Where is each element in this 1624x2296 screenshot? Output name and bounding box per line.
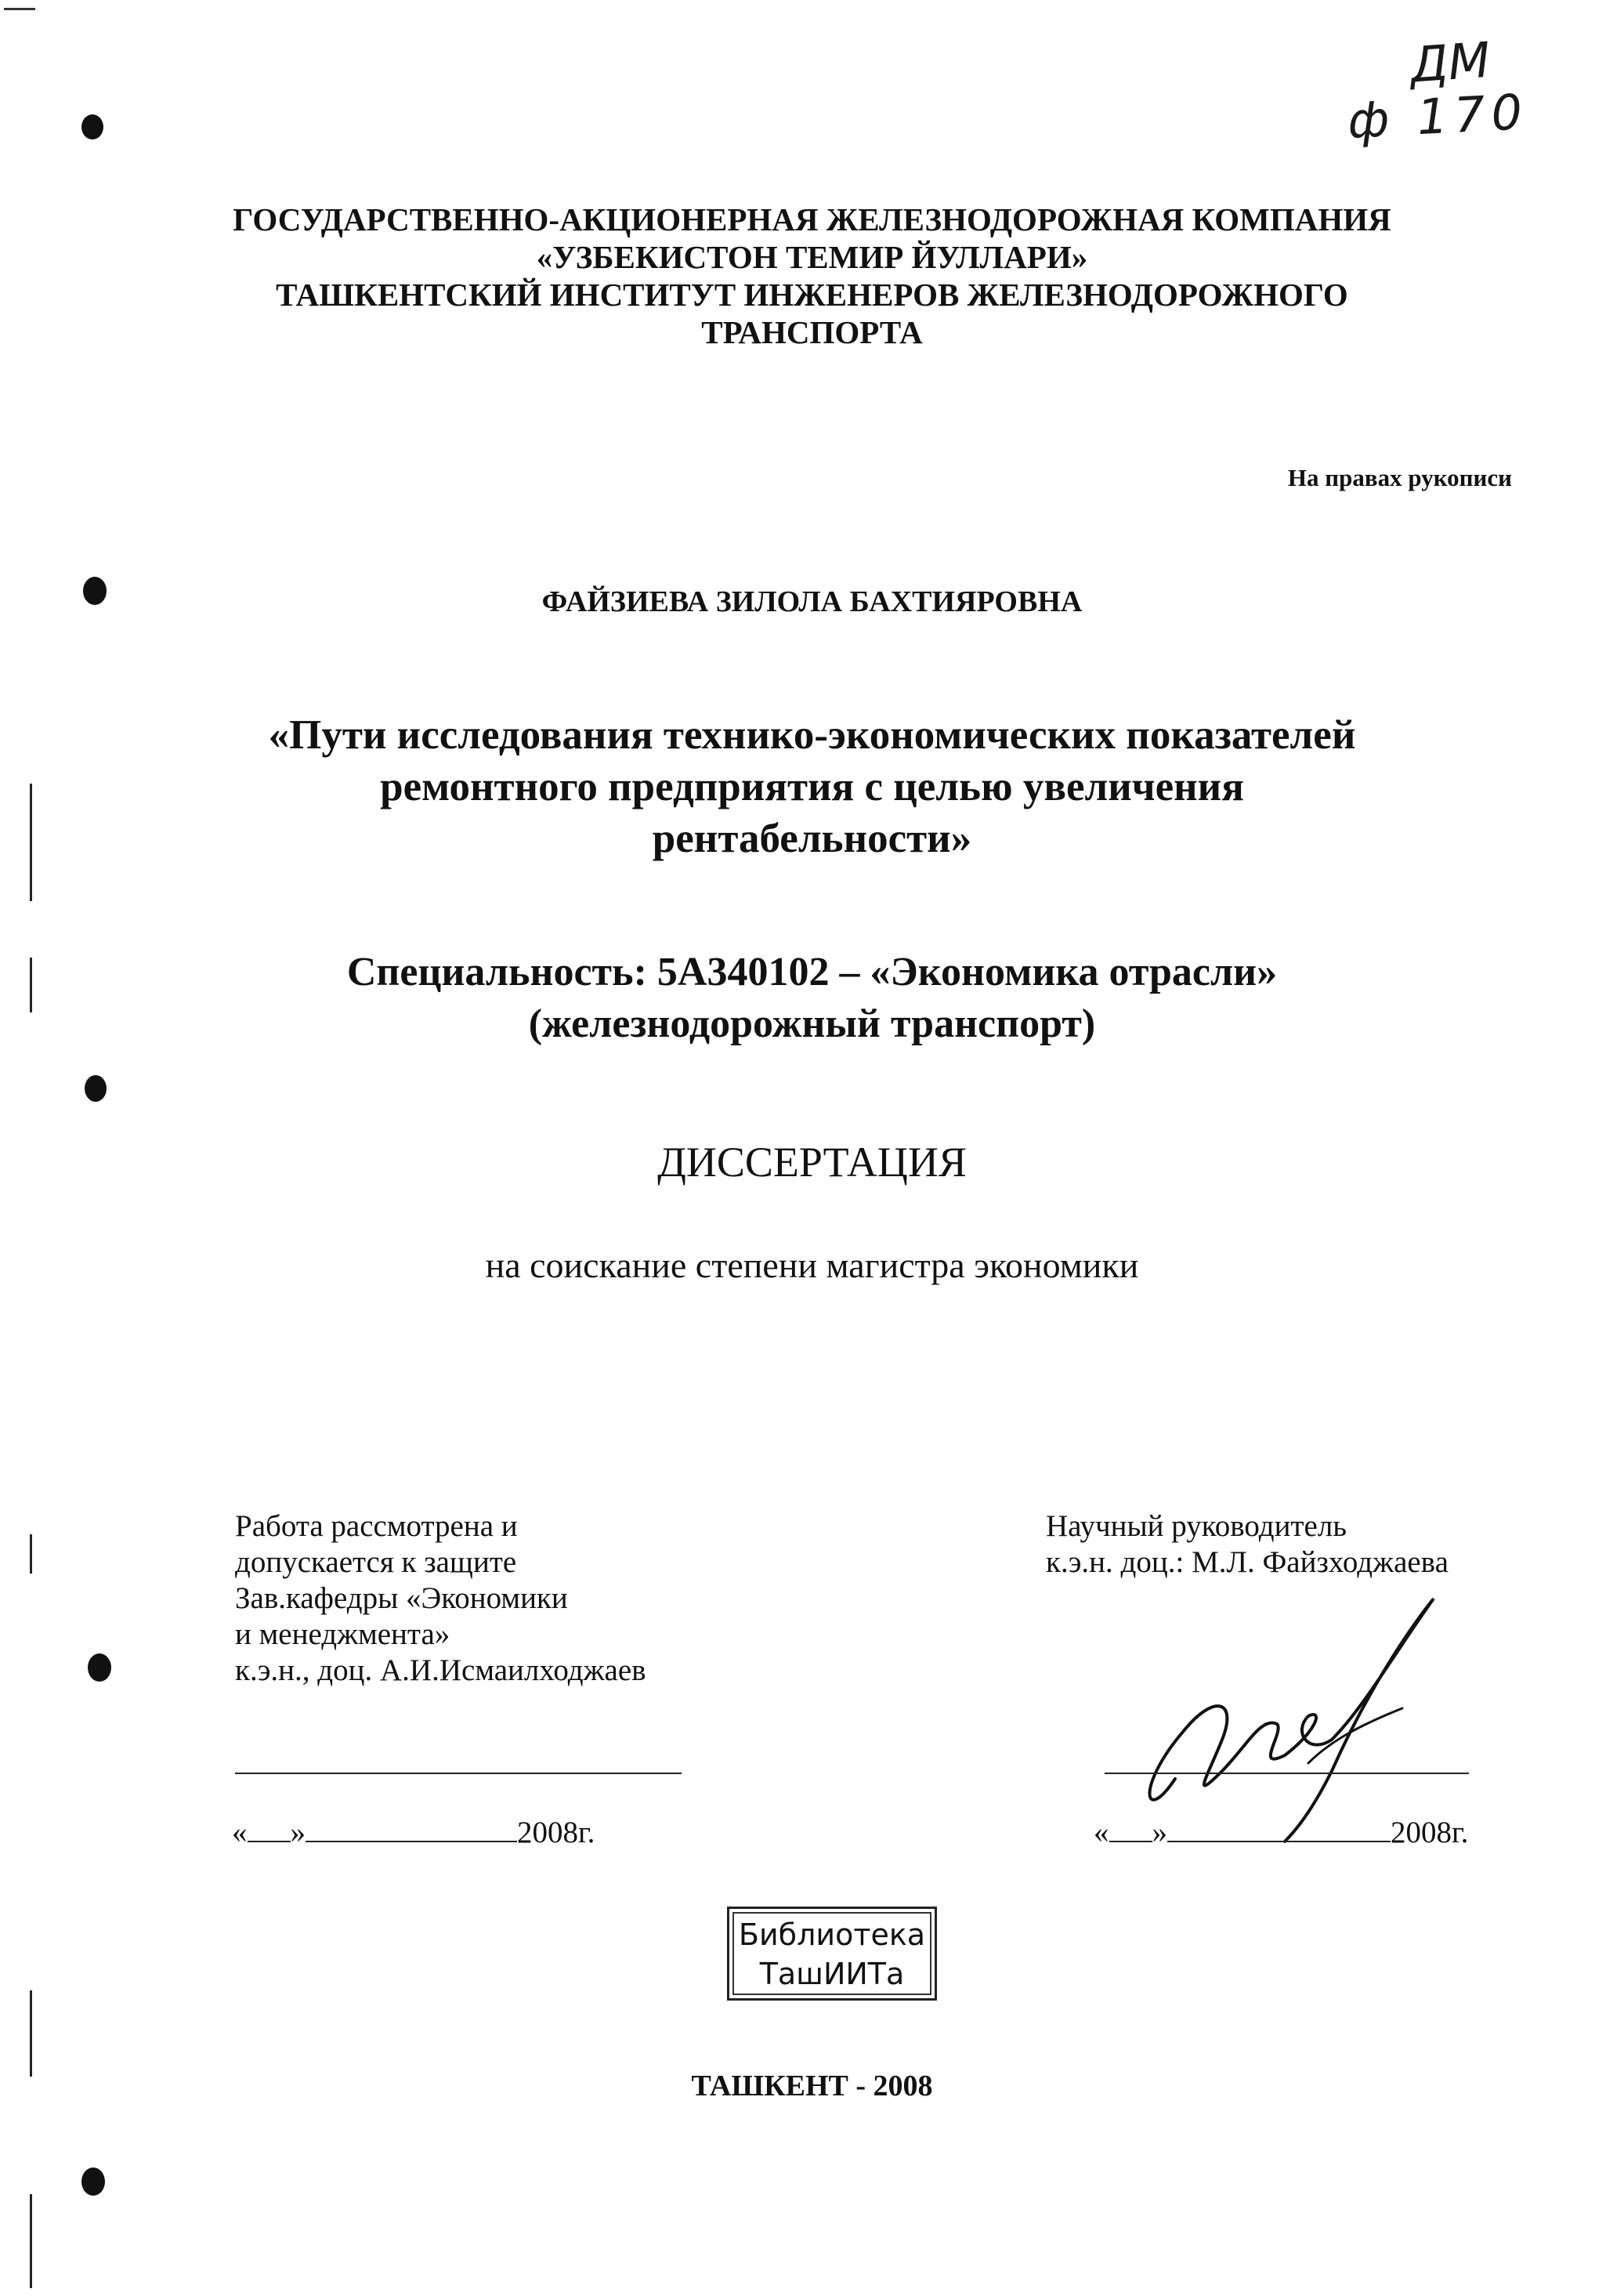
city-year: ТАШКЕНТ - 2008 [691,2070,933,2102]
header-line: ТАШКЕНТСКИЙ ИНСТИТУТ ИНЖЕНЕРОВ ЖЕЛЕЗНОДОРОЖНОГО [276,277,1348,313]
date-quote-open: « [1094,1816,1109,1849]
specialty [0,947,1624,1050]
supervisor-date-line [1094,1815,1468,1850]
date-quote-close: » [1152,1816,1167,1849]
supervisor-block [1046,1508,1449,1581]
header-line: ТРАНСПОРТА [701,314,923,350]
degree-line: на соискание степени магистра экономики [485,1245,1139,1285]
approval-line: Работа рассмотрена и [235,1509,518,1543]
supervisor-line: к.э.н. доц.: М.Л. Файзходжаева [1046,1545,1449,1579]
archive-mark-line2: ф 170 [1346,83,1530,150]
title-line: рентабельности» [652,816,972,861]
approval-line: допускается к защите [235,1545,517,1579]
specialty-line: (железнодорожный транспорт) [528,1001,1096,1046]
hole-punch-mark [81,114,103,139]
date-month-blank [1167,1817,1391,1842]
approval-line: к.э.н., доц. А.И.Исмаилходжаев [235,1653,646,1687]
title-line: ремонтного предприятия с целью увеличения [380,764,1244,809]
supervisor-signature-line [1105,1773,1469,1774]
scan-edge-line [30,1990,32,2077]
approval-date-line [232,1815,595,1850]
approval-line: Зав.кафедры «Экономики [235,1581,568,1615]
approval-block [235,1508,646,1689]
date-quote-close: » [290,1816,306,1849]
date-year: 2008г. [517,1816,595,1849]
specialty-line: Специальность: 5А340102 – «Экономика отрасли» [346,950,1278,994]
archive-mark [1347,31,1582,188]
archive-mark-line1: ДМ [1408,31,1492,94]
date-day-blank [1109,1817,1152,1842]
supervisor-line: Научный руководитель [1046,1509,1347,1543]
title-line: «Пути исследования технико-экономических показателей [268,712,1356,758]
library-stamp [727,1907,937,2001]
date-month-blank [306,1817,517,1842]
document-type: ДИССЕРТАЦИЯ [657,1139,967,1186]
date-year: 2008г. [1391,1816,1469,1849]
date-day-blank [248,1817,291,1842]
organization-header [0,201,1624,351]
supervisor-signature [1128,1591,1457,1849]
hole-punch-mark [85,1075,107,1102]
author-name: ФАЙЗИЕВА ЗИЛОЛА БАХТИЯРОВНА [541,585,1083,618]
stamp-line: ТашИИТа [759,1957,905,1991]
dissertation-title [0,709,1624,864]
header-line: «УЗБЕКИСТОН ТЕМИР ЙУЛЛАРИ» [536,239,1088,275]
scan-edge-line [30,1534,32,1574]
approval-signature-line [235,1773,682,1774]
hole-punch-mark [88,1653,111,1682]
scan-mark [4,8,35,10]
date-quote-open: « [232,1816,248,1849]
stamp-line: Библиотека [738,1918,926,1952]
rights-note: На правах рукописи [1287,464,1512,491]
header-line: ГОСУДАРСТВЕННО-АКЦИОНЕРНАЯ ЖЕЛЕЗНОДОРОЖНАЯ КОМПАНИЯ [233,201,1391,237]
scan-edge-line [30,2194,32,2288]
approval-line: и менеджмента» [235,1617,450,1651]
hole-punch-mark [81,2167,105,2196]
